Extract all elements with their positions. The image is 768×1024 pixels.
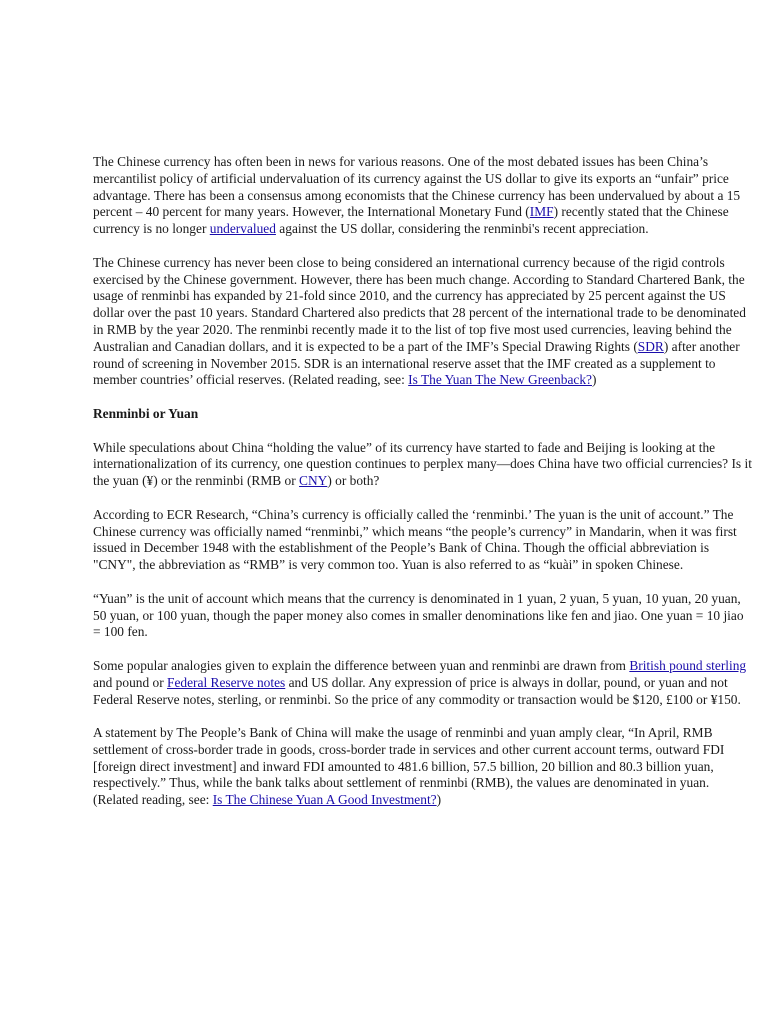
paragraph-ecr-research: According to ECR Research, “China’s currency is officially called the ‘renminbi.’ The yuan is the unit of account.” The Chinese currency was officially named “renminbi,” which means “the people’s currency” in Mandarin, when it was first issued in December 1948 with the establishment of the People’s Bank of China. Though the official abbreviation is "CNY", the abbreviation as “RMB” is very common too. Yuan is also referred to as “kuài” in spoken Chinese. [93,506,737,573]
paragraph-analogies: Some popular analogies given to explain the difference between yuan and renminbi are drawn from British pound sterling and pound or Federal Reserve notes and US dollar. Any expression of price is always in dollar, pound, or yuan and not Federal Reserve notes, sterling, or renminbi. So the price of any commodity or transaction would be $120, £100 or ¥150. [93,657,747,707]
federal-reserve-notes-link[interactable]: Federal Reserve notes [167,674,286,690]
undervalued-link[interactable]: undervalued [209,221,276,237]
chinese-yuan-investment-link[interactable]: Is The Chinese Yuan A Good Investment? [212,792,437,808]
paragraph-two-currencies: While speculations about China “holding the value” of its currency have started to fade and Beijing is looking at the internationalization of its currency, one question continues to perplex many—does China have two official currencies? Is it the yuan (¥) or the renminbi (RMB or CNY) or both? [93,439,752,489]
paragraph-intro: The Chinese currency has often been in news for various reasons. One of the most debated issues has been China’s mercantilist policy of artificial undervaluation of its currency against the US dollar to give its exports an “unfair” price advantage. There has been a consensus among economists that the Chinese currency has been undervalued by about a 15 percent – 40 percent for many years. However, the International Monetary Fund (IMF) recently stated that the Chinese currency is no longer undervalued against the US dollar, considering the renminbi's recent appreciation. [93,154,741,237]
paragraph-pboc-statement: A statement by The People’s Bank of China will make the usage of renminbi and yuan amply clear, “In April, RMB settlement of cross-border trade in goods, cross-border trade in services and other current account terms, outward FDI [foreign direct investment] and inward FDI amounted to 481.6 billion, 57.5 billion, 20 billion and 80.3 billion yuan, respectively.” Thus, while the bank talks about settlement of renminbi (RMB), the values are denominated in yuan. (Related reading, see: Is The Chinese Yuan A Good Investment?) [93,725,725,808]
sdr-link[interactable]: SDR [637,338,664,354]
paragraph-international-currency: The Chinese currency has never been close to being considered an international currency because of the rigid controls exercised by the Chinese government. However, there has been much change. According to Standard Chartered Bank, the usage of renminbi has expanded by 21-fold since 2010, and the currency has appreciated by 25 percent against the US dollar over the past 10 years. Standard Chartered also predicts that 28 percent of the international trade to be denominated in RMB by the year 2020. The renminbi recently made it to the list of top five most used currencies, leaving behind the Australian and Canadian dollars, and it is expected to be a part of the IMF’s Special Drawing Rights (SDR) after another round of screening in November 2015. SDR is an international reserve asset that the IMF created as a supplement to member countries’ official reserves. (Related reading, see: Is The Yuan The New Greenback?) [93,254,746,388]
paragraph-unit-of-account: “Yuan” is the unit of account which means that the currency is denominated in 1 yuan, 2 yuan, 5 yuan, 10 yuan, 20 yuan, 50 yuan, or 100 yuan, though the paper money also comes in smaller denominations like fen and jiao. One yuan = 10 jiao = 100 fen. [93,590,744,640]
yuan-new-greenback-link[interactable]: Is The Yuan The New Greenback? [408,372,592,388]
british-pound-sterling-link[interactable]: British pound sterling [629,657,747,673]
cny-link[interactable]: CNY [299,473,328,489]
article-body [93,154,753,826]
imf-link[interactable]: IMF [529,204,554,220]
section-heading: Renminbi or Yuan [93,405,199,421]
